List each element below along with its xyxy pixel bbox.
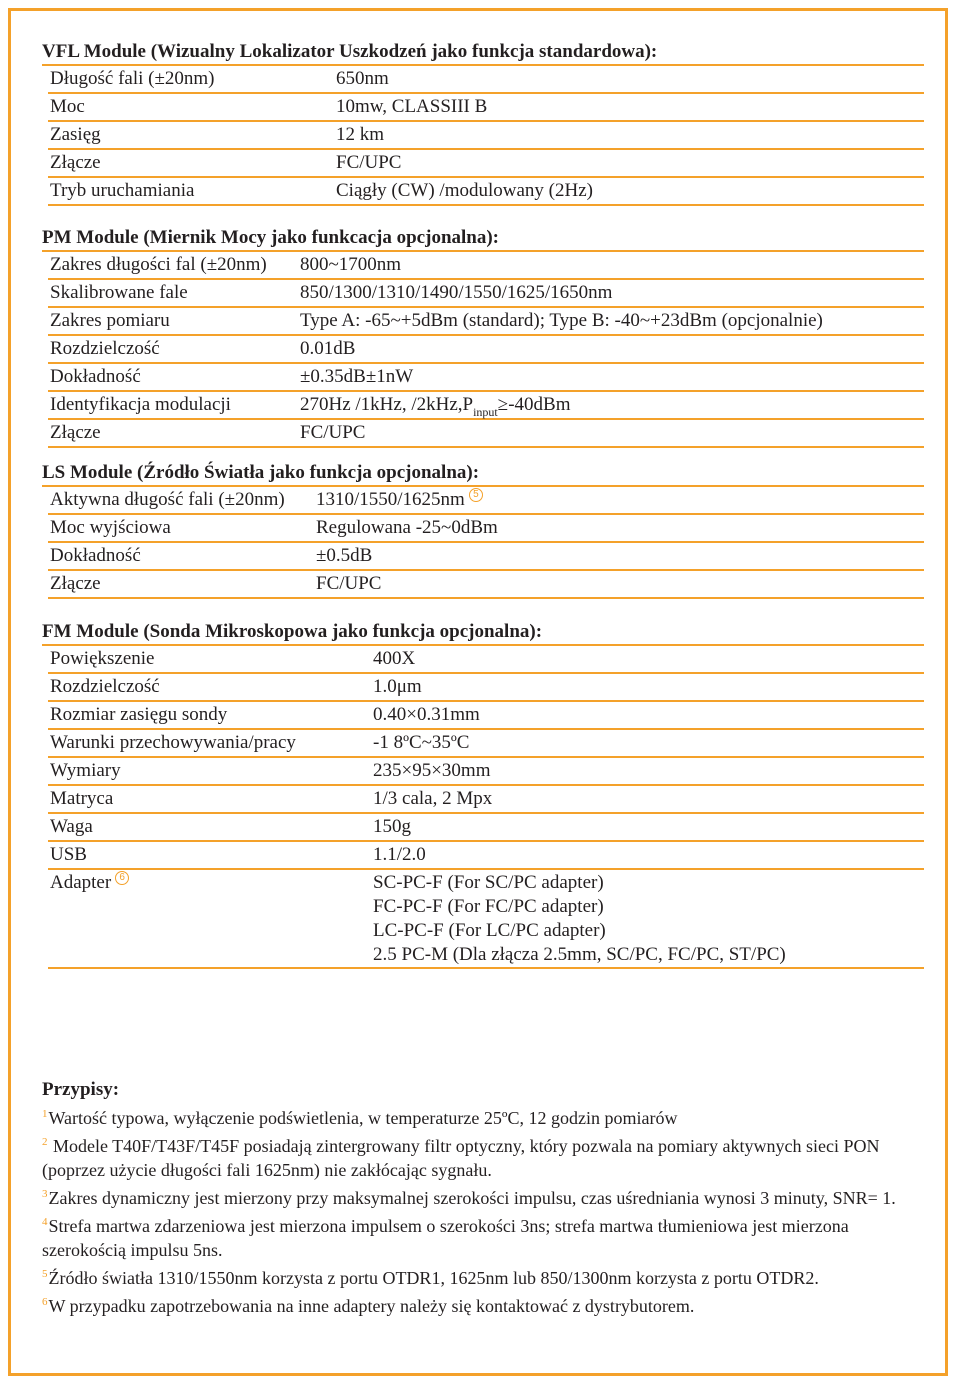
row-label: Rozdzielczość <box>50 338 160 359</box>
row-value: 150g <box>373 816 411 837</box>
footnote-text: Źródło światła 1310/1550nm korzysta z portu OTDR1, 1625nm lub 850/1300nm korzysta z portu OTDR2. <box>48 1268 819 1288</box>
row-label: Aktywna długość fali (±20nm) <box>50 489 285 510</box>
fm-row <box>48 646 924 674</box>
vfl-row <box>48 178 924 206</box>
row-label: Skalibrowane fale <box>50 282 188 303</box>
adapter-value: LC-PC-F (For LC/PC adapter) <box>373 920 606 941</box>
footnote-mark-6: 6 <box>115 871 129 885</box>
row-value: FC/UPC <box>300 422 366 443</box>
footnote-number: 5 <box>42 1268 48 1280</box>
row-label: Tryb uruchamiania <box>50 180 195 201</box>
footnote-number: 3 <box>42 1188 48 1200</box>
footnote-number: 2 <box>42 1136 48 1148</box>
row-value: ±0.35dB±1nW <box>300 366 414 387</box>
row-value: 270Hz /1kHz, $/2kHz,P_{input}\ge-40dBm$ <box>300 394 571 419</box>
footnote-text: Zakres dynamiczny jest mierzony przy maksymalnej szerokości impulsu, czas uśredniania wynosi 3 minuty, SNR= 1. <box>48 1188 896 1208</box>
footnote-item <box>42 1182 932 1210</box>
row-label: Zakres długości fal (±20nm) <box>50 254 267 275</box>
ls-table <box>42 487 924 599</box>
row-label: Powiększenie <box>50 648 155 669</box>
footnote-text: W przypadku zapotrzebowania na inne adaptery należy się kontaktować z dystrybutorem. <box>48 1296 695 1316</box>
row-label: USB <box>50 844 87 865</box>
adapter-label: Adapter 6 <box>50 870 129 896</box>
vfl-section <box>42 40 924 206</box>
row-label: Rozdzielczość <box>50 676 160 697</box>
row-label: Wymiary <box>50 760 121 781</box>
row-value: 800~1700nm <box>300 254 402 275</box>
row-label: Długość fali (±20nm) <box>50 68 215 89</box>
pm-table <box>42 252 924 448</box>
row-value: 1.1/2.0 <box>373 844 426 865</box>
row-value: 1.0μm <box>373 676 422 697</box>
row-label: Zakres pomiaru <box>50 310 170 331</box>
footnote-number: 1 <box>42 1108 48 1120</box>
adapter-row <box>48 870 924 969</box>
row-value: FC/UPC <box>336 152 402 173</box>
fm-row <box>48 814 924 842</box>
row-value: -1 8ºC~35ºC <box>373 732 470 753</box>
pm-section <box>42 226 924 448</box>
row-value: 1/3 cala, 2 Mpx <box>373 788 493 809</box>
vfl-table <box>42 66 924 206</box>
row-label: Dokładność <box>50 545 141 566</box>
ls-title: LS Module (Źródło Światła jako funkcja opcjonalna): <box>42 461 924 487</box>
row-label: Moc <box>50 96 85 117</box>
ls-row <box>48 543 924 571</box>
row-value: 0.01dB <box>300 338 356 359</box>
footnote-item <box>42 1102 932 1130</box>
fm-row <box>48 842 924 870</box>
fm-row <box>48 702 924 730</box>
row-value: 850/1300/1310/1490/1550/1625/1650nm <box>300 282 613 303</box>
row-label: Identyfikacja modulacji <box>50 394 231 415</box>
footnote-item <box>42 1210 932 1262</box>
adapter-value: 2.5 PC-M (Dla złącza 2.5mm, SC/PC, FC/PC, ST/PC) <box>373 944 786 965</box>
pm-title: PM Module (Miernik Mocy jako funkcacja opcjonalna): <box>42 226 924 252</box>
adapter-value: SC-PC-F (For SC/PC adapter) <box>373 872 604 893</box>
row-label: Waga <box>50 816 93 837</box>
adapter-value: FC-PC-F (For FC/PC adapter) <box>373 896 604 917</box>
footnote-text: Strefa martwa zdarzeniowa jest mierzona impulsem o szerokości 3ns; strefa martwa tłumieniowa jest mierzona szerokością impulsu 5ns. <box>42 1216 849 1260</box>
row-value: 235×95×30mm <box>373 760 491 781</box>
fm-title: FM Module (Sonda Mikroskopowa jako funkcja opcjonalna): <box>42 620 924 646</box>
fm-row <box>48 786 924 814</box>
vfl-row <box>48 122 924 150</box>
row-value: 1310/1550/1625nm 5 <box>316 487 483 513</box>
fm-row <box>48 758 924 786</box>
vfl-title: VFL Module (Wizualny Lokalizator Uszkodzeń jako funkcja standardowa): <box>42 40 924 66</box>
row-label: Rozmiar zasięgu sondy <box>50 704 228 725</box>
footnote-item <box>42 1130 932 1182</box>
pm-row <box>48 280 924 308</box>
pm-row <box>48 420 924 448</box>
row-value: ±0.5dB <box>316 545 373 566</box>
footnote-mark-5: 5 <box>469 488 483 502</box>
row-label: Zasięg <box>50 124 101 145</box>
row-value: Type A: -65~+5dBm (standard); Type B: -40~+23dBm (opcjonalnie) <box>300 310 823 331</box>
row-value: 10mw, CLASSIII B <box>336 96 488 117</box>
ls-row <box>48 487 924 515</box>
pm-row <box>48 252 924 280</box>
footnotes-title: Przypisy: <box>42 1079 120 1100</box>
fm-table <box>42 646 924 870</box>
vfl-row <box>48 66 924 94</box>
pm-row <box>48 392 924 420</box>
footnote-text: Wartość typowa, wyłączenie podświetlenia, w temperaturze 25ºC, 12 godzin pomiarów <box>48 1108 678 1128</box>
footnote-number: 4 <box>42 1216 48 1228</box>
ls-row <box>48 515 924 543</box>
row-value: FC/UPC <box>316 573 382 594</box>
footnote-item <box>42 1290 932 1318</box>
pm-row <box>48 308 924 336</box>
vfl-row <box>48 150 924 178</box>
footnote-item <box>42 1262 932 1290</box>
fm-section <box>42 620 924 969</box>
row-value: Ciągły (CW) /modulowany (2Hz) <box>336 180 593 201</box>
row-value: 650nm <box>336 68 389 89</box>
row-label: Złącze <box>50 152 101 173</box>
row-label: Matryca <box>50 788 114 809</box>
row-value: 0.40×0.31mm <box>373 704 480 725</box>
row-label: Dokładność <box>50 366 141 387</box>
ls-section <box>42 461 924 599</box>
ls-row <box>48 571 924 599</box>
vfl-row <box>48 94 924 122</box>
footnotes <box>42 1078 932 1318</box>
fm-row <box>48 730 924 758</box>
adapter-values <box>373 870 924 967</box>
row-label: Złącze <box>50 573 101 594</box>
pm-row <box>48 364 924 392</box>
row-value: 400X <box>373 648 416 669</box>
fm-row <box>48 674 924 702</box>
row-label: Moc wyjściowa <box>50 517 171 538</box>
row-label: Złącze <box>50 422 101 443</box>
row-value: Regulowana -25~0dBm <box>316 517 498 538</box>
row-label: Warunki przechowywania/pracy <box>50 732 296 753</box>
footnote-number: 6 <box>42 1296 48 1308</box>
footnote-text: Modele T40F/T43F/T45F posiadają zintergrowany filtr optyczny, który pozwala na pomiary aktywnych sieci PON (poprzez użycie długości fali 1625nm) nie zakłócając sygnału. <box>42 1136 880 1180</box>
pm-row <box>48 336 924 364</box>
row-value: 12 km <box>336 124 385 145</box>
